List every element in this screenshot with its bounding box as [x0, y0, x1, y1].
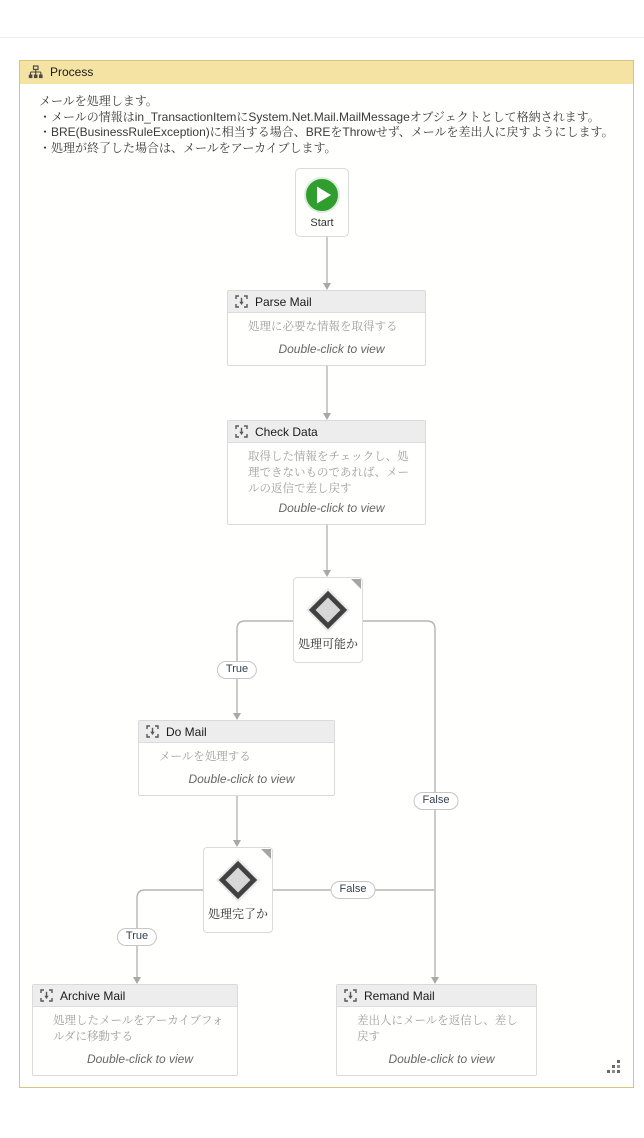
activity-header — [337, 985, 536, 1007]
play-icon — [303, 176, 341, 214]
activity-body — [228, 443, 425, 524]
branch-label-true: True — [117, 928, 157, 946]
activity-header — [33, 985, 237, 1007]
decision-label: 処理完了か — [207, 907, 268, 921]
activity-do-mail[interactable] — [138, 720, 335, 796]
activity-title: Archive Mail — [60, 988, 126, 1003]
invoke-workflow-icon — [146, 725, 159, 738]
flowchart-icon — [28, 65, 43, 80]
decision-node-ok[interactable] — [293, 577, 363, 663]
activity-header — [228, 291, 425, 313]
activity-description: 取得した情報をチェックし、処理できないものであれば、メールの返信で差し戻す — [248, 451, 409, 495]
comment-line: ・処理が終了した場合は、メールをアーカイブします。 — [39, 140, 337, 155]
activity-description: メールを処理する — [159, 751, 251, 763]
invoke-workflow-icon — [344, 989, 357, 1002]
resize-grip[interactable] — [607, 1060, 621, 1079]
activity-description: 差出人にメールを返信し、差し戻す — [357, 1015, 518, 1043]
activity-body — [139, 743, 334, 795]
corner-fold-icon — [351, 579, 361, 589]
activity-description: 処理したメールをアーカイブフォルダに移動する — [53, 1015, 224, 1043]
branch-label-false: False — [414, 792, 459, 810]
double-click-hint: Double-click to view — [188, 772, 295, 786]
activity-remand-mail[interactable] — [336, 984, 537, 1076]
activity-title: Do Mail — [166, 724, 207, 739]
activity-description: 処理に必要な情報を取得する — [248, 321, 398, 333]
activity-header — [228, 421, 425, 443]
top-divider — [0, 37, 644, 38]
corner-fold-icon — [261, 849, 271, 859]
decision-label: 処理可能か — [297, 637, 358, 651]
activity-title: Parse Mail — [255, 294, 312, 309]
branch-label-false: False — [331, 881, 376, 899]
comment-line: メールを処理します。 — [39, 94, 158, 108]
activity-body — [228, 313, 425, 365]
double-click-hint: Double-click to view — [86, 1052, 194, 1066]
activity-body — [33, 1007, 237, 1075]
double-click-hint: Double-click to view — [388, 1052, 495, 1066]
invoke-workflow-icon — [40, 989, 53, 1002]
workflow-comment — [39, 94, 619, 156]
start-node-label: Start — [310, 217, 334, 229]
invoke-workflow-icon — [235, 425, 248, 438]
start-node[interactable] — [295, 168, 349, 237]
process-panel-header[interactable] — [20, 61, 633, 84]
double-click-hint: Double-click to view — [278, 342, 385, 356]
branch-label-true: True — [217, 661, 257, 679]
double-click-hint: Double-click to view — [278, 501, 385, 515]
activity-check-data[interactable] — [227, 420, 426, 525]
process-panel-title: Process — [50, 65, 94, 79]
activity-title: Check Data — [255, 424, 318, 439]
decision-diamond-icon — [305, 587, 351, 633]
activity-body — [337, 1007, 536, 1075]
comment-line: ・メールの情報はin_TransactionItemにSystem.Net.Mail.MailMessageオブジェクトとして格納されます。 — [39, 109, 600, 124]
comment-line: ・BRE(BusinessRuleException)に相当する場合、BREをThrowせず、メールを差出人に戻すようにします。 — [39, 125, 614, 139]
decision-node-done[interactable] — [203, 847, 273, 933]
decision-diamond-icon — [215, 857, 261, 903]
activity-header — [139, 721, 334, 743]
activity-title: Remand Mail — [364, 988, 435, 1003]
invoke-workflow-icon — [235, 295, 248, 308]
activity-parse-mail[interactable] — [227, 290, 426, 366]
activity-archive-mail[interactable] — [32, 984, 238, 1076]
